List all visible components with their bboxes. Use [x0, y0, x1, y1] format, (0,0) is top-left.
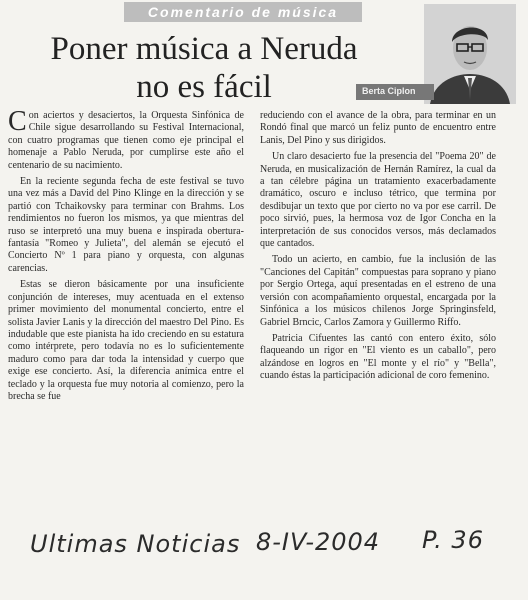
paragraph: Un claro desacierto fue la presencia del "Poema 20" de Neruda, en musicalización de Hernán Ramírez, la cual da a tan célebre página un tratamiento exacerbadamente dramático, oscuro e incluso tétrico, que termina por desdibujar un texto que por cierto no va por ese carril. De poco sirvió, pues, la hermosa voz de Igor Concha en la interpretación de sus conocidos versos, más declamados que cantados.	[260, 151, 496, 250]
handwritten-date: 8-IV-2004	[256, 528, 381, 556]
paragraph: En la reciente segunda fecha de este festival se tuvo una vez más a David del Pino Klinge en la dirección y se partió con Tchaikovsky para terminar con Brahms. Los rendimientos no fueron los mismos, ya que mientras del ruso se interpretó una muy buena e inspirada obertura-fantasía "Romeo y Julieta", del alemán se ejecutó el Concierto Nº 1 para piano y orquesta, con algunas carencias.	[8, 176, 244, 274]
handwritten-annotation	[30, 524, 510, 568]
paragraph: Estas se dieron básicamente por una insuficiente conjunción de intereses, muy acentuada en el extenso primer movimiento del monumental concierto, entre el solista Javier Lanis y la dirección del maestro Del Pino. Es indudable que este pianista ha ido creciendo en su estatura como intérprete, pero todavía no es lo suficientemente maduro como para dar toda la intensidad y cuerpo que exige ese concierto. Así, la diferencia anímica entre el teclado y la orquesta fue muy notoria al comienzo, pero la brecha se fue	[8, 279, 244, 402]
article-column-left	[8, 106, 244, 407]
paragraph: reduciendo con el avance de la obra, para terminar en un Rondó final que marcó un feliz punto de encuentro entre Lanis, Del Pino y sus dirigidos.	[260, 110, 496, 146]
author-photo	[424, 4, 516, 104]
byline: Berta Ciplon	[362, 86, 416, 96]
author-portrait-icon	[424, 4, 516, 104]
section-banner	[124, 2, 362, 22]
headline-line-1: Poner música a Neruda	[50, 31, 358, 67]
handwritten-page: P. 36	[422, 526, 484, 554]
article-column-right	[260, 110, 496, 387]
headline	[14, 30, 394, 106]
handwritten-source: Ultimas Noticias	[30, 530, 241, 558]
section-label: Comentario de música	[147, 4, 339, 20]
paragraph: Con aciertos y desaciertos, la Orquesta Sinfónica de Chile sigue desarrollando su Festival Internacional, con cuatro programas que tienen como eje principal el homenaje a Pablo Neruda, por cumplirse este año el centenario de su nacimiento.	[8, 106, 244, 171]
paragraph: Patricia Cifuentes las cantó con entero éxito, sólo flaqueando un rigor en "El viento es un caballo", pero alzándose en logros en "El monte y el río" y "Bella", cuando éstas la participación adicional de coro femenino.	[260, 332, 496, 382]
paragraph: Todo un acierto, en cambio, fue la inclusión de las "Canciones del Capitán" compuestas para soprano y piano por Sergio Ortega, aquí presentadas en el estreno de una versión con acompañamiento orquestal, encargada por la Sinfónica a los músicos chilenos Jorge Springinsfeld, Gabriel Brncic, Carlos Zamora y Guillermo Riffo.	[260, 254, 496, 328]
byline-bar	[356, 84, 434, 100]
headline-line-2: no es fácil	[136, 69, 272, 105]
